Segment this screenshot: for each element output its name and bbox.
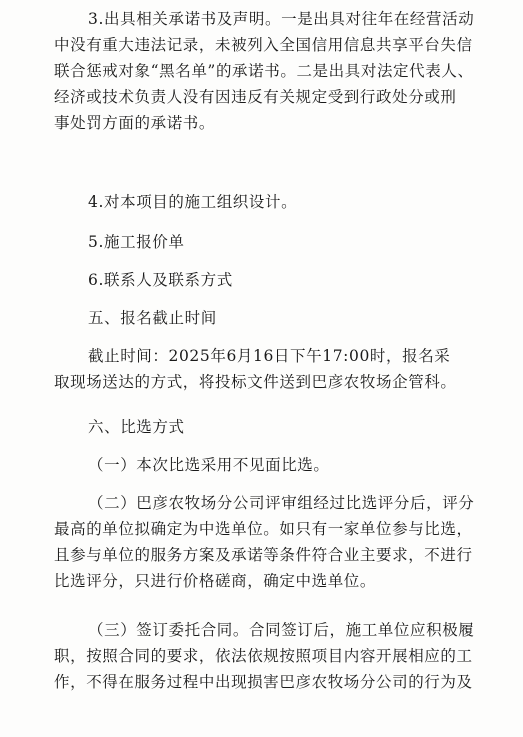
paragraph-deadline [54,343,472,395]
text-line: 事处罚方面的承诺书。 [54,114,216,132]
text-line: （一）本次比选采用不见面比选。 [88,456,330,474]
paragraph-selection-2 [54,490,475,594]
text-line: 5.施工报价单 [88,233,185,251]
paragraph-quotation [54,229,472,255]
text-line: （二）巴彦农牧场分公司评审组经过比选评分后，评分 [88,494,475,512]
text-line: 五、报名截止时间 [88,309,217,327]
text-line: 取现场送达的方式，将投标文件送到巴彦农牧场企管科。 [54,373,457,391]
text-line: 截止时间：2025年6月16日下午17:00时，报名采 [88,347,451,365]
section-heading-deadline [54,305,472,331]
paragraph-construction-design [54,189,472,215]
text-line: 作，不得在服务过程中出现损害巴彦农牧场分公司的行为及 [54,673,473,691]
text-line: 六、比选方式 [88,418,185,436]
text-line: 6.联系人及联系方式 [88,271,233,289]
text-line: 3.出具相关承诺书及声明。一是出具对往年在经营活动 [88,10,475,28]
text-line: 比选评分，只进行价格磋商，确定中选单位。 [54,572,377,590]
paragraph-selection-1 [54,452,472,478]
text-line: 职，按照合同的要求，依法依规按照项目内容开展相应的工 [54,647,473,665]
text-line: 联合惩戒对象“黑名单”的承诺书。二是出具对法定代表人、 [54,62,474,80]
text-line: 4.对本项目的施工组织设计。 [88,193,298,211]
text-line: 且参与单位的服务方案及承诺等条件符合业主要求，不进行 [54,546,473,564]
paragraph-commitment [54,6,475,136]
paragraph-contact [54,267,472,293]
text-line: （三）签订委托合同。合同签订后，施工单位应积极履 [88,621,475,639]
text-line: 经济或技术负责人没有因违反有关规定受到行政处分或刑 [54,88,457,106]
text-line: 中没有重大违法记录，未被列入全国信用信息共享平台失信 [54,36,473,54]
text-line: 最高的单位拟确定为中选单位。如只有一家单位参与比选， [54,520,473,538]
paragraph-selection-3 [54,617,475,695]
section-heading-selection [54,414,472,440]
